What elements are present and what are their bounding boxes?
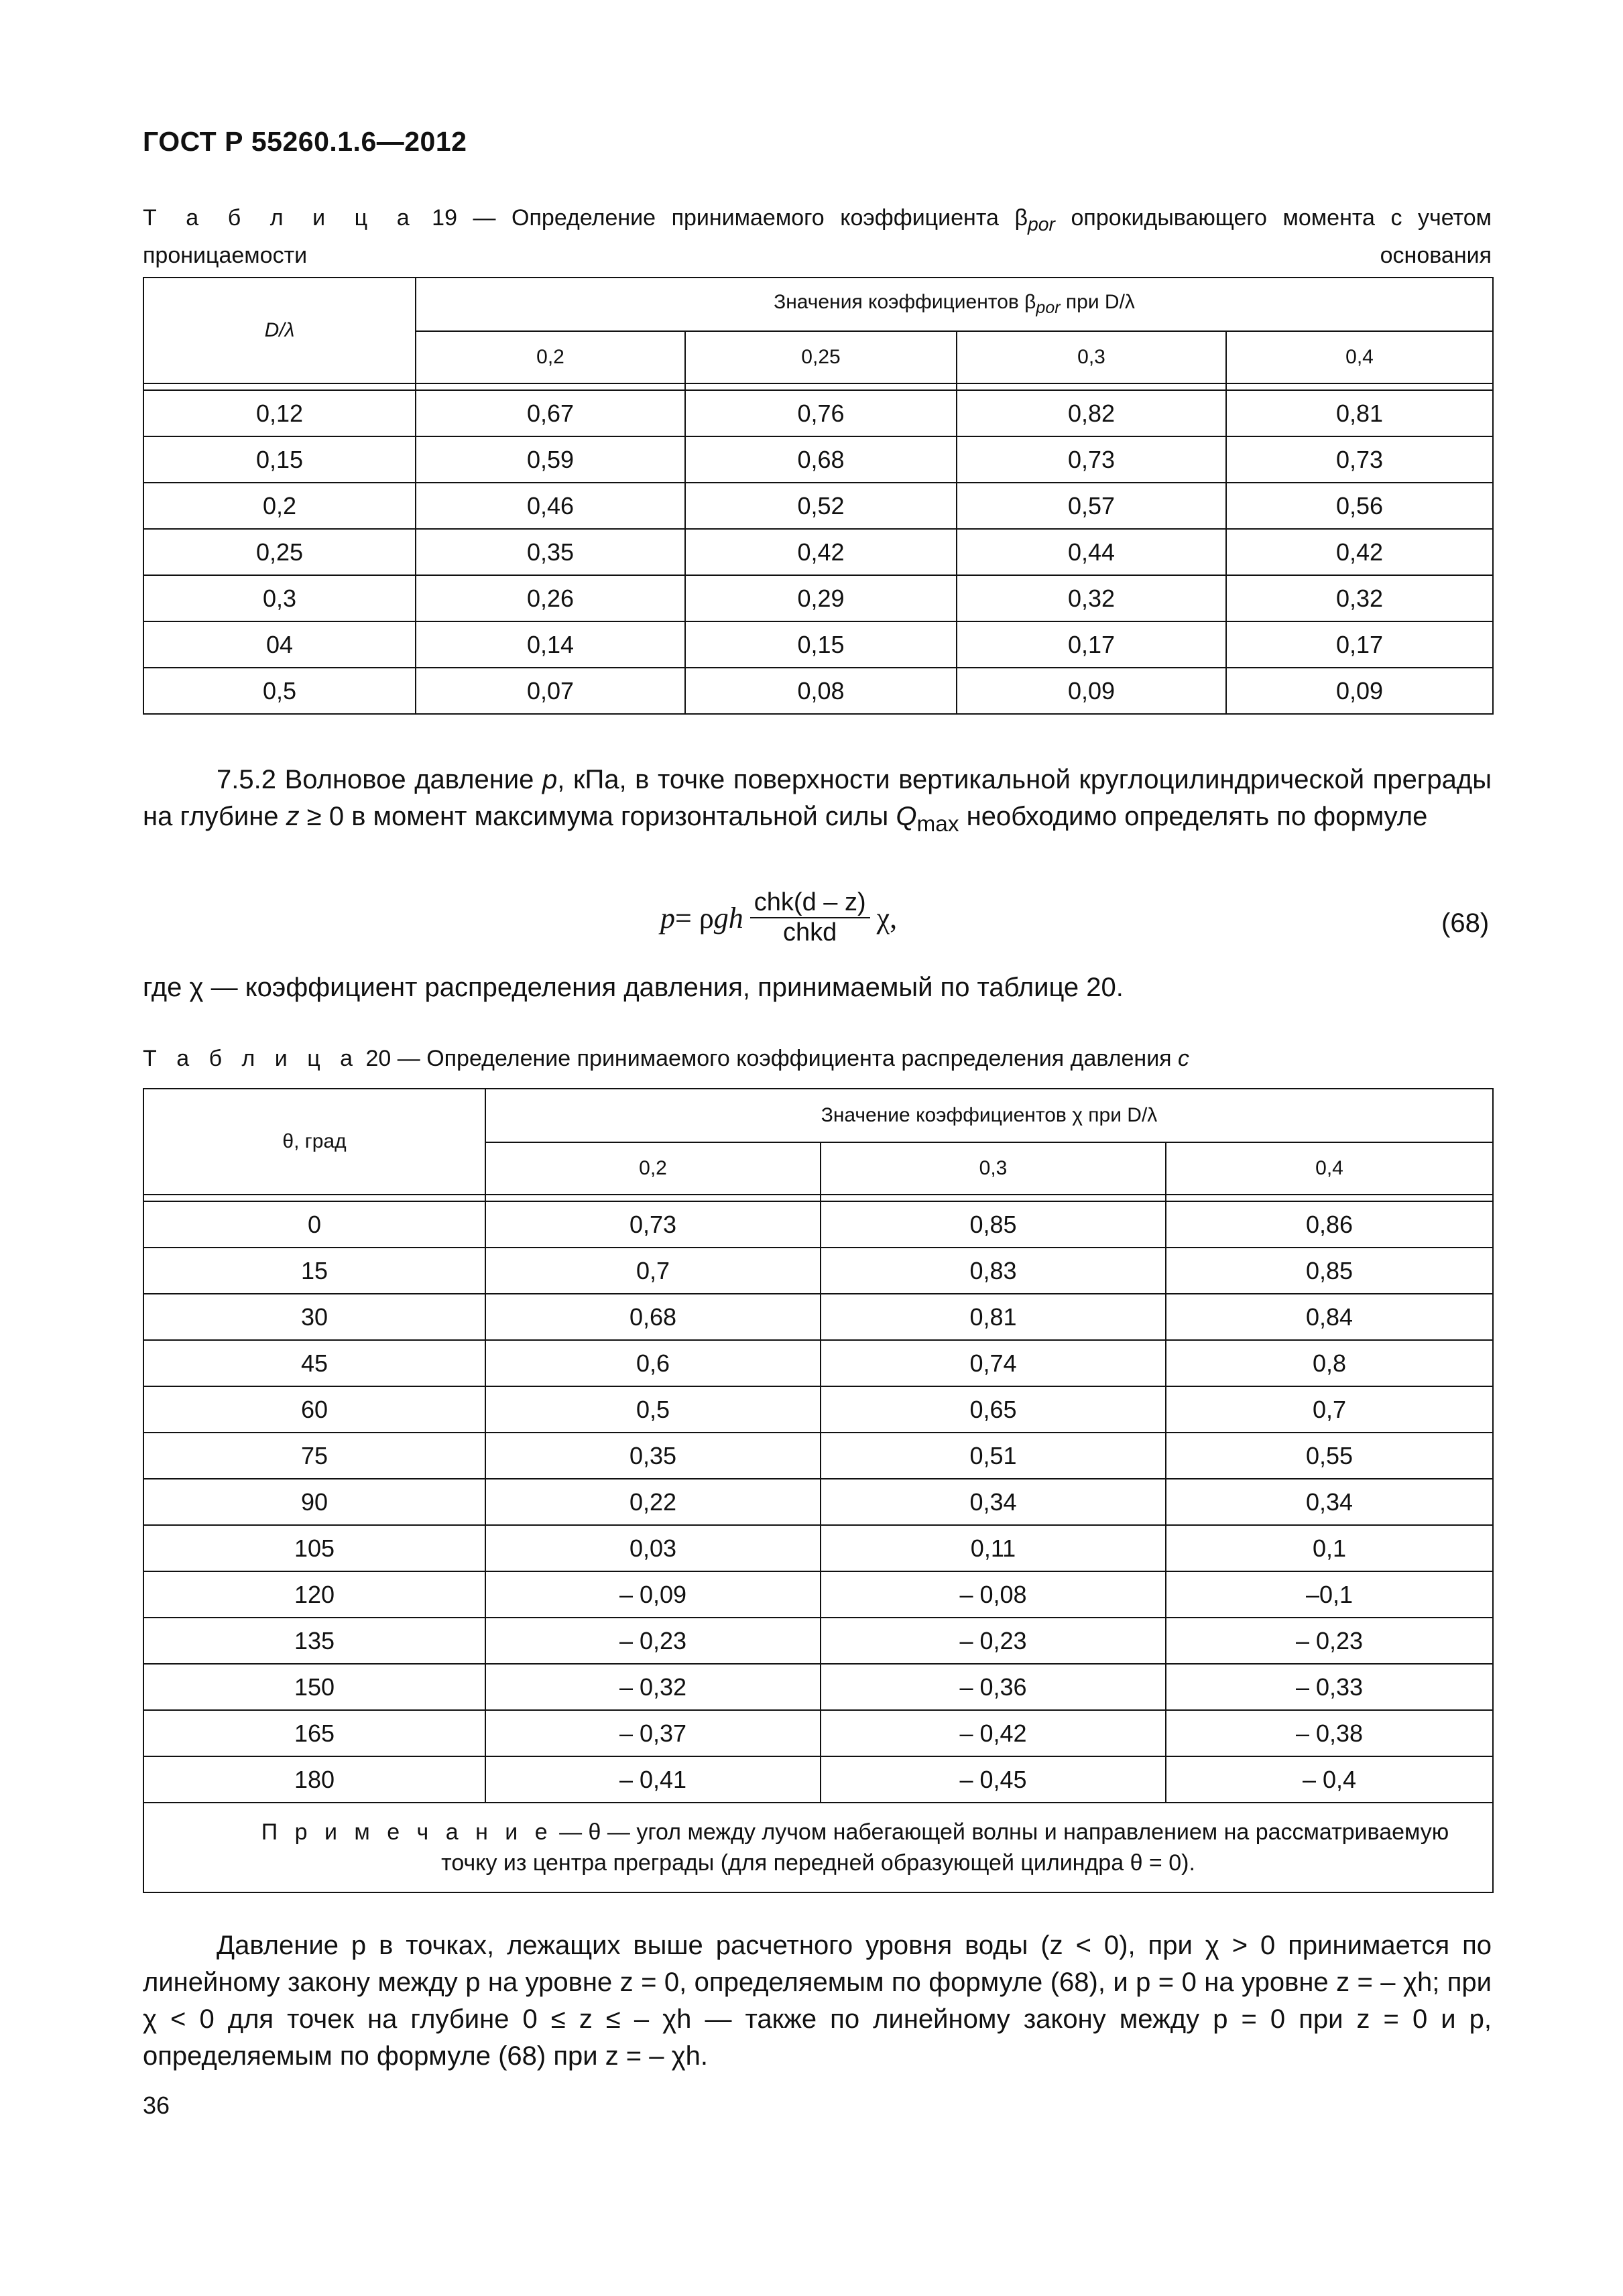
row-label-cell: 0,15 [143, 436, 416, 483]
document-code: ГОСТ Р 55260.1.6—2012 [143, 126, 467, 157]
value-cell: 0,68 [685, 436, 957, 483]
value-cell: 0,73 [1226, 436, 1493, 483]
value-cell: 0,11 [821, 1525, 1166, 1571]
value-cell: 0,32 [957, 575, 1226, 621]
formula-number: (68) [1441, 908, 1490, 938]
table19-column-header: 0,4 [1226, 331, 1493, 383]
value-cell: – 0,08 [821, 1571, 1166, 1618]
value-cell: 0,73 [957, 436, 1226, 483]
value-cell: – 0,41 [485, 1756, 821, 1803]
formula-68: p = ρ gh $\frac{\text{chk(d – z)}}{\text{chkd}}$ χ, [660, 888, 898, 947]
table19-caption-text: 19 — Определение принимаемого коэффициента β [432, 205, 1028, 231]
section-7-5-2-paragraph: 7.5.2 Волновое давление p, кПа, в точке поверхности вертикальной круглоцилиндрической преграды на глубине z ≥ 0 в момент максимума горизонтальной силы $Q_{max}$ необходимо определять по формуле [143, 765, 1492, 837]
value-cell: 0,59 [416, 436, 685, 483]
table19-column-header: 0,3 [957, 331, 1226, 383]
row-label-cell: 135 [143, 1618, 485, 1664]
value-cell: 0,86 [1166, 1201, 1493, 1248]
table-row [143, 1386, 1493, 1433]
where-paragraph: где χ — коэффициент распределения давления, принимаемый по таблице 20. [143, 973, 1124, 1002]
value-cell: – 0,38 [1166, 1710, 1493, 1756]
value-cell: 0,81 [1226, 390, 1493, 436]
final-paragraph: Давление p в точках, лежащих выше расчетного уровня воды (z < 0), при χ > 0 принимается по линейному закону между p на уровне z = 0, определяемым по формуле (68), и p = 0 на уровне z = – χh; при χ < 0 для точек на глубине 0 ≤ z ≤ – χh — также по линейному закону между p = 0 при z = 0 и p, определяемым по формуле (68) при z = – χh. [143, 1931, 1492, 2071]
value-cell: – 0,37 [485, 1710, 821, 1756]
page-number: 36 [143, 2092, 170, 2119]
table-row [143, 1340, 1493, 1386]
table-row [143, 575, 1493, 621]
table-row [143, 529, 1493, 575]
value-cell: 0,85 [1166, 1248, 1493, 1294]
value-cell: 0,76 [685, 390, 957, 436]
row-label-cell: 04 [143, 621, 416, 668]
value-cell: 0,46 [416, 483, 685, 529]
table20-caption: Т а б л и ц а 20 — Определение принимаемого коэффициента распределения давления c [143, 1046, 1190, 1071]
table-row [143, 1618, 1493, 1664]
value-cell: – 0,09 [485, 1571, 821, 1618]
row-label-cell: 45 [143, 1340, 485, 1386]
value-cell: 0,57 [957, 483, 1226, 529]
table20-note: П р и м е ч а н и е — θ — угол между лучом набегающей волны и направлением на рассматриваемую точку из центра преграды (для передней образующей цилиндра θ = 0). [143, 1803, 1493, 1892]
value-cell: – 0,4 [1166, 1756, 1493, 1803]
row-label-cell: 30 [143, 1294, 485, 1340]
table19-caption-sub: por [1028, 213, 1055, 235]
value-cell: 0,1 [1166, 1525, 1493, 1571]
value-cell: – 0,36 [821, 1664, 1166, 1710]
value-cell: 0,52 [685, 483, 957, 529]
value-cell: – 0,45 [821, 1756, 1166, 1803]
value-cell: 0,08 [685, 668, 957, 714]
table-row [143, 1479, 1493, 1525]
table-row [143, 1201, 1493, 1248]
value-cell: – 0,23 [1166, 1618, 1493, 1664]
table-row [143, 1433, 1493, 1479]
value-cell: 0,84 [1166, 1294, 1493, 1340]
table20 [143, 1088, 1494, 1893]
table-row [143, 1248, 1493, 1294]
value-cell: – 0,23 [821, 1618, 1166, 1664]
table-row [143, 1756, 1493, 1803]
value-cell: 0,32 [1226, 575, 1493, 621]
value-cell: 0,34 [1166, 1479, 1493, 1525]
value-cell: 0,26 [416, 575, 685, 621]
table20-group-header: Значение коэффициентов χ при D/λ [485, 1089, 1493, 1142]
table-row [143, 390, 1493, 436]
value-cell: 0,03 [485, 1525, 821, 1571]
value-cell: 0,14 [416, 621, 685, 668]
value-cell: 0,73 [485, 1201, 821, 1248]
table19-group-header: Значения коэффициентов $\beta_{por}$ при D/λ [416, 278, 1493, 331]
value-cell: 0,29 [685, 575, 957, 621]
value-cell: 0,83 [821, 1248, 1166, 1294]
table-row [143, 1571, 1493, 1618]
value-cell: 0,5 [485, 1386, 821, 1433]
formula-fraction: $\frac{\text{chk(d – z)}}{\text{chkd}}$ [750, 888, 870, 947]
table19-column-header: 0,2 [416, 331, 685, 383]
table-row [143, 1664, 1493, 1710]
value-cell: 0,56 [1226, 483, 1493, 529]
value-cell: 0,09 [1226, 668, 1493, 714]
value-cell: 0,42 [1226, 529, 1493, 575]
row-label-cell: 180 [143, 1756, 485, 1803]
value-cell: –0,1 [1166, 1571, 1493, 1618]
value-cell: 0,67 [416, 390, 685, 436]
value-cell: 0,65 [821, 1386, 1166, 1433]
value-cell: 0,7 [1166, 1386, 1493, 1433]
table-row [143, 483, 1493, 529]
value-cell: 0,6 [485, 1340, 821, 1386]
value-cell: – 0,33 [1166, 1664, 1493, 1710]
value-cell: 0,51 [821, 1433, 1166, 1479]
table20-column-header: 0,3 [821, 1142, 1166, 1195]
table-row [143, 1710, 1493, 1756]
value-cell: 0,34 [821, 1479, 1166, 1525]
row-label-cell: 0,2 [143, 483, 416, 529]
row-label-cell: 60 [143, 1386, 485, 1433]
row-label-cell: 90 [143, 1479, 485, 1525]
table19-separator [143, 383, 1493, 390]
row-label-cell: 0,25 [143, 529, 416, 575]
value-cell: – 0,32 [485, 1664, 821, 1710]
table19-caption-label: Т а б л и ц а [143, 205, 416, 231]
table-row [143, 1294, 1493, 1340]
value-cell: – 0,42 [821, 1710, 1166, 1756]
table20-separator [143, 1195, 1493, 1201]
value-cell: 0,55 [1166, 1433, 1493, 1479]
value-cell: 0,17 [1226, 621, 1493, 668]
table19-caption-text2: опрокидывающего момента с учетом проницаемости основания [143, 205, 1492, 268]
table-row [143, 621, 1493, 668]
row-label-cell: 120 [143, 1571, 485, 1618]
table-row [143, 1525, 1493, 1571]
value-cell: 0,09 [957, 668, 1226, 714]
table19-caption [143, 202, 1492, 271]
table20-row-header: θ, град [143, 1089, 485, 1195]
table19 [143, 277, 1494, 715]
value-cell: 0,44 [957, 529, 1226, 575]
value-cell: 0,42 [685, 529, 957, 575]
table-row [143, 436, 1493, 483]
row-label-cell: 15 [143, 1248, 485, 1294]
value-cell: 0,35 [416, 529, 685, 575]
value-cell: 0,82 [957, 390, 1226, 436]
row-label-cell: 150 [143, 1664, 485, 1710]
table20-column-header: 0,4 [1166, 1142, 1493, 1195]
row-label-cell: 165 [143, 1710, 485, 1756]
row-label-cell: 75 [143, 1433, 485, 1479]
row-label-cell: 0 [143, 1201, 485, 1248]
value-cell: 0,8 [1166, 1340, 1493, 1386]
value-cell: 0,22 [485, 1479, 821, 1525]
table-row [143, 668, 1493, 714]
value-cell: 0,07 [416, 668, 685, 714]
row-label-cell: 0,12 [143, 390, 416, 436]
table19-column-header: 0,25 [685, 331, 957, 383]
value-cell: 0,35 [485, 1433, 821, 1479]
value-cell: – 0,23 [485, 1618, 821, 1664]
table20-column-header: 0,2 [485, 1142, 821, 1195]
value-cell: 0,74 [821, 1340, 1166, 1386]
value-cell: 0,15 [685, 621, 957, 668]
row-label-cell: 105 [143, 1525, 485, 1571]
value-cell: 0,7 [485, 1248, 821, 1294]
table19-row-header: D/λ [143, 278, 416, 383]
value-cell: 0,68 [485, 1294, 821, 1340]
value-cell: 0,85 [821, 1201, 1166, 1248]
value-cell: 0,17 [957, 621, 1226, 668]
row-label-cell: 0,5 [143, 668, 416, 714]
value-cell: 0,81 [821, 1294, 1166, 1340]
row-label-cell: 0,3 [143, 575, 416, 621]
